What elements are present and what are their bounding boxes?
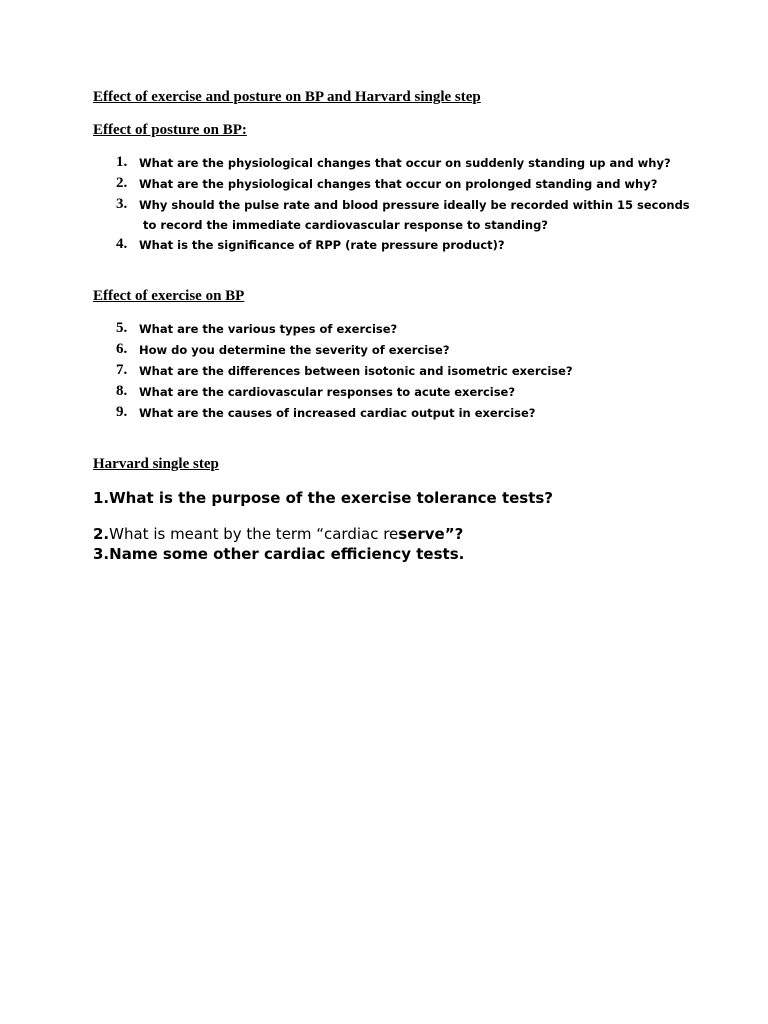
question-number: 9. <box>116 404 128 420</box>
posture-question-list <box>0 152 768 255</box>
question-text <box>139 195 690 235</box>
question-text-line-1: Why should the pulse rate and blood pressure ideally be recorded within 15 seconds <box>139 198 690 212</box>
harvard-question-3: 3.Name some other cardiac efficiency tests. <box>93 545 465 563</box>
question-text: What are the cardiovascular responses to acute exercise? <box>139 385 516 399</box>
question-number: 2. <box>116 175 128 191</box>
question-number: 3. <box>116 196 128 212</box>
question-text-line-2: to record the immediate cardiovascular response to standing? <box>143 218 548 232</box>
question-text: What are the physiological changes that occur on suddenly standing up and why? <box>139 156 671 170</box>
exercise-section-heading: Effect of exercise on BP <box>93 288 245 304</box>
question-text: What are the various types of exercise? <box>139 322 398 336</box>
harvard-question-2-text: What is meant by the term “cardiac re <box>109 525 399 543</box>
question-text: What is the significance of RPP (rate pressure product)? <box>139 238 505 252</box>
posture-section-heading: Effect of posture on BP: <box>93 122 247 138</box>
question-number: 4. <box>116 236 128 252</box>
question-number: 6. <box>116 341 128 357</box>
question-number: 8. <box>116 383 128 399</box>
list-item <box>0 234 768 255</box>
question-number: 1. <box>116 154 128 170</box>
list-item <box>0 381 768 402</box>
list-item <box>0 339 768 360</box>
question-text: What are the causes of increased cardiac output in exercise? <box>139 406 536 420</box>
harvard-section-heading: Harvard single step <box>93 456 219 472</box>
harvard-question-2 <box>93 524 463 544</box>
harvard-question-1: 1.What is the purpose of the exercise tolerance tests? <box>93 489 554 507</box>
list-item <box>0 360 768 381</box>
list-item <box>0 194 768 234</box>
question-number: 5. <box>116 320 128 336</box>
harvard-question-2-number: 2. <box>93 525 110 543</box>
question-text: How do you determine the severity of exercise? <box>139 343 450 357</box>
question-text: What are the differences between isotonic and isometric exercise? <box>139 364 573 378</box>
question-text: What are the physiological changes that occur on prolonged standing and why? <box>139 177 658 191</box>
question-number: 7. <box>116 362 128 378</box>
harvard-question-2-text-bold: serve”? <box>398 525 464 543</box>
list-item <box>0 402 768 423</box>
document-title: Effect of exercise and posture on BP and Harvard single step <box>93 89 481 105</box>
list-item <box>0 173 768 194</box>
list-item <box>0 318 768 339</box>
exercise-question-list <box>0 318 768 423</box>
list-item <box>0 152 768 173</box>
